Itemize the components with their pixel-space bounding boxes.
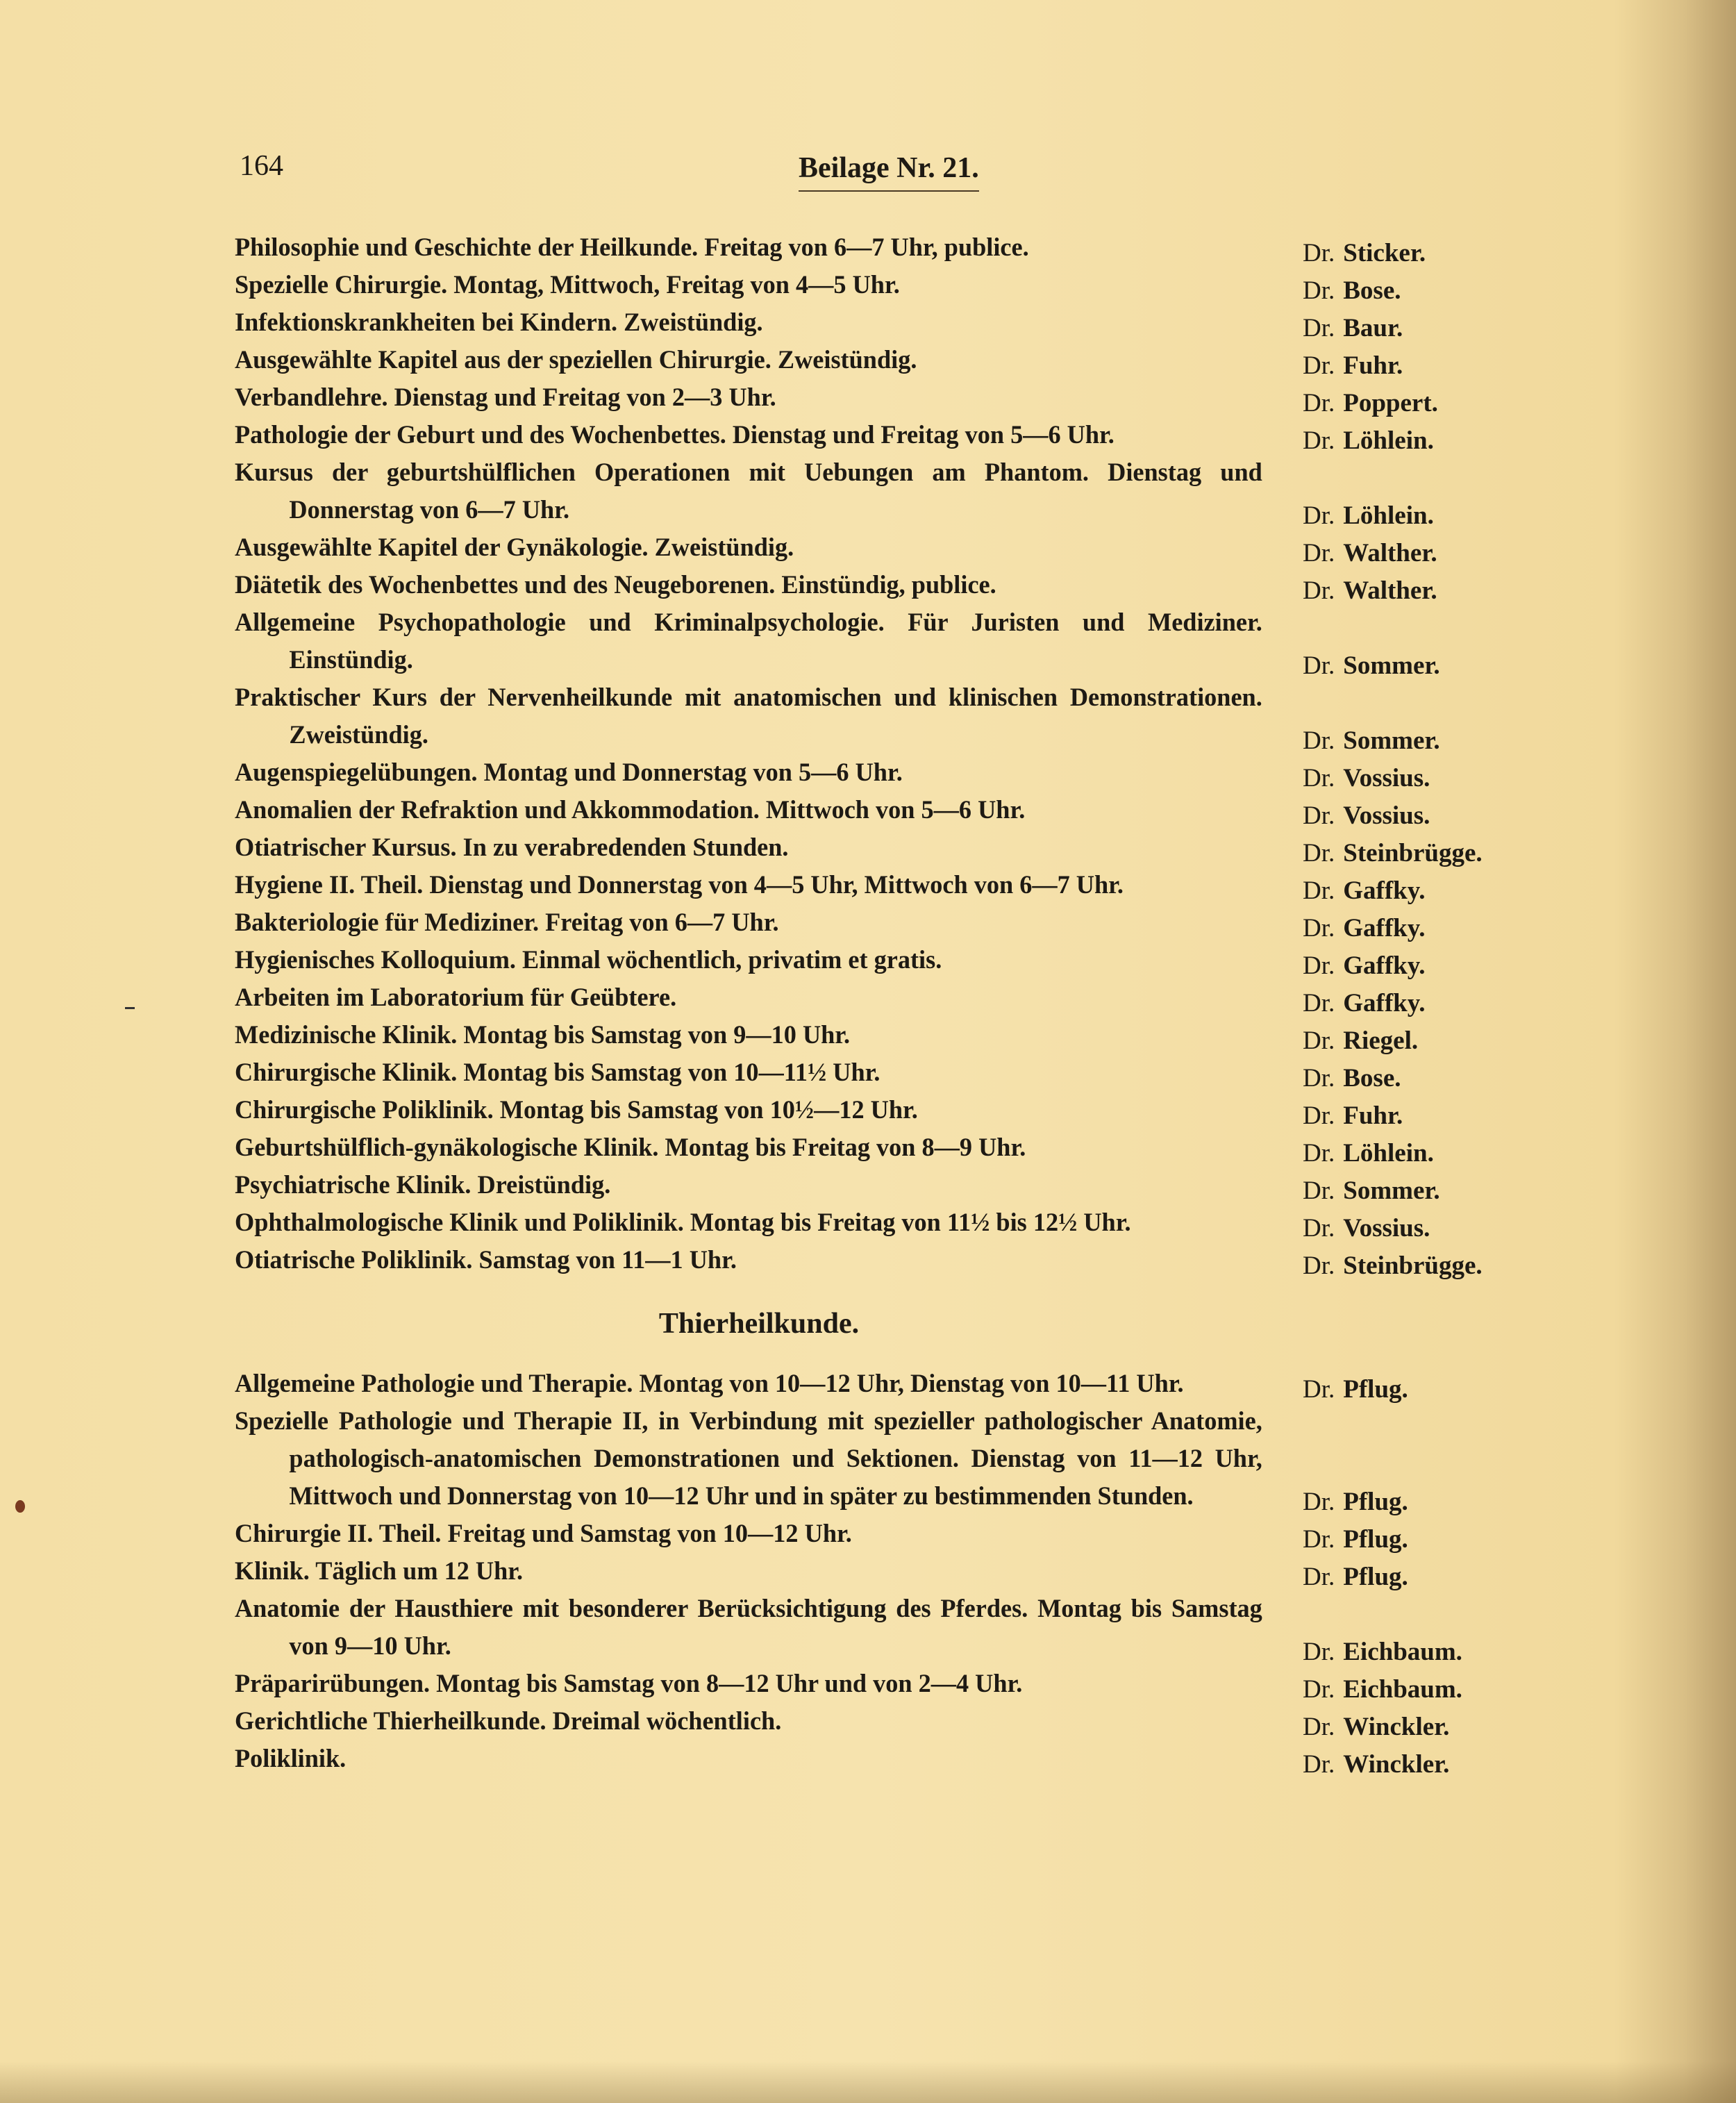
lecture-entry <box>235 979 1554 1017</box>
doctor-title: Dr. <box>1303 1713 1335 1741</box>
lecturer-name <box>1303 722 1440 760</box>
lecture-entry <box>235 1740 1554 1778</box>
lecture-description: Spezielle Pathologie und Therapie II, in Verbindung mit spezieller pathologischer Anatomie, pathologisch-anatomischen Demonstrationen und Sektionen. Dienstag von 11—12 Uhr, Mittwoch und Donnerstag von 10—12 Uhr und in später zu bestimmenden Stunden. <box>235 1407 1262 1511</box>
doctor-surname: Fuhr. <box>1343 351 1403 380</box>
doctor-surname: Pflug. <box>1343 1488 1408 1516</box>
lecture-description: Klinik. Täglich um 12 Uhr. <box>235 1557 524 1586</box>
lecture-description: Otiatrische Poliklinik. Samstag von 11—1 Uhr. <box>235 1246 737 1274</box>
doctor-title: Dr. <box>1303 1214 1335 1242</box>
lecture-description: Ausgewählte Kapitel aus der speziellen Chirurgie. Zweistündig. <box>235 346 917 374</box>
doctor-title: Dr. <box>1303 539 1335 567</box>
doctor-title: Dr. <box>1303 576 1335 605</box>
doctor-title: Dr. <box>1303 1488 1335 1516</box>
lecturer-name <box>1303 535 1437 572</box>
doctor-surname: Steinbrügge. <box>1343 839 1483 867</box>
lecturer-name <box>1303 1172 1440 1210</box>
lecture-description: Medizinische Klinik. Montag bis Samstag von 9—10 Uhr. <box>235 1021 851 1049</box>
doctor-title: Dr. <box>1303 801 1335 830</box>
lecture-description: Hygiene II. Theil. Dienstag und Donnerstag von 4—5 Uhr, Mittwoch von 6—7 Uhr. <box>235 871 1124 899</box>
lecturer-name <box>1303 572 1437 610</box>
lecture-entry <box>235 1553 1554 1590</box>
doctor-surname: Sommer. <box>1343 1177 1440 1205</box>
doctor-title: Dr. <box>1303 1375 1335 1404</box>
doctor-surname: Riegel. <box>1343 1026 1419 1055</box>
lecture-description: Philosophie und Geschichte der Heilkunde. Freitag von 6—7 Uhr, publice. <box>235 233 1029 262</box>
lecture-entry <box>235 1665 1554 1703</box>
lecturer-name <box>1303 272 1401 310</box>
lecturer-name <box>1303 235 1426 272</box>
doctor-title: Dr. <box>1303 276 1335 305</box>
lecture-description: Augenspiegelübungen. Montag und Donnerstag von 5—6 Uhr. <box>235 758 903 787</box>
lecturer-name <box>1303 647 1440 685</box>
paper-stain <box>15 1500 25 1513</box>
doctor-surname: Pflug. <box>1343 1375 1408 1404</box>
doctor-title: Dr. <box>1303 1675 1335 1704</box>
doctor-surname: Pflug. <box>1343 1563 1408 1591</box>
doctor-surname: Poppert. <box>1343 389 1438 417</box>
lecture-entry <box>235 304 1554 342</box>
lecture-entry <box>235 342 1554 379</box>
doctor-surname: Fuhr. <box>1343 1102 1403 1130</box>
doctor-title: Dr. <box>1303 1102 1335 1130</box>
lecture-description: Arbeiten im Laboratorium für Geübtere. <box>235 983 677 1012</box>
lecture-description: Gerichtliche Thierheilkunde. Dreimal wöchentlich. <box>235 1707 782 1736</box>
doctor-surname: Gaffky. <box>1343 989 1426 1017</box>
doctor-surname: Eichbaum. <box>1343 1638 1462 1666</box>
doctor-surname: Eichbaum. <box>1343 1675 1462 1704</box>
doctor-title: Dr. <box>1303 951 1335 980</box>
doctor-title: Dr. <box>1303 1139 1335 1167</box>
doctor-title: Dr. <box>1303 764 1335 792</box>
lecture-entry <box>235 792 1554 829</box>
page-edge-shadow <box>0 2061 1736 2103</box>
lecture-entry <box>235 1365 1554 1403</box>
doctor-title: Dr. <box>1303 351 1335 380</box>
lecturer-name <box>1303 1671 1462 1709</box>
lecture-entry <box>235 604 1554 679</box>
lecturer-name <box>1303 1247 1483 1285</box>
lecture-description: Diätetik des Wochenbettes und des Neugeborenen. Einstündig, publice. <box>235 571 996 599</box>
doctor-title: Dr. <box>1303 876 1335 905</box>
lecture-entry <box>235 454 1554 529</box>
lecture-description: Psychiatrische Klinik. Dreistündig. <box>235 1171 611 1199</box>
doctor-title: Dr. <box>1303 726 1335 755</box>
doctor-title: Dr. <box>1303 1026 1335 1055</box>
doctor-surname: Winckler. <box>1343 1713 1450 1741</box>
doctor-surname: Gaffky. <box>1343 914 1426 942</box>
lecturer-name <box>1303 1097 1403 1135</box>
lecturer-name <box>1303 1558 1408 1596</box>
lecture-description: Präparirübungen. Montag bis Samstag von 8—12 Uhr und von 2—4 Uhr. <box>235 1670 1023 1698</box>
doctor-surname: Gaffky. <box>1343 951 1426 980</box>
lecturer-name <box>1303 1521 1408 1558</box>
doctor-title: Dr. <box>1303 839 1335 867</box>
lecturer-name <box>1303 310 1403 347</box>
lecture-description: Pathologie der Geburt und des Wochenbettes. Dienstag und Freitag von 5—6 Uhr. <box>235 421 1115 449</box>
doctor-title: Dr. <box>1303 1252 1335 1280</box>
doctor-surname: Sommer. <box>1343 726 1440 755</box>
lecture-description: Bakteriologie für Mediziner. Freitag von 6—7 Uhr. <box>235 908 779 937</box>
doctor-surname: Steinbrügge. <box>1343 1252 1483 1280</box>
lecture-entry <box>235 1590 1554 1665</box>
doctor-title: Dr. <box>1303 501 1335 530</box>
doctor-surname: Gaffky. <box>1343 876 1426 905</box>
lecture-description: Verbandlehre. Dienstag und Freitag von 2—3 Uhr. <box>235 383 776 412</box>
lecturer-name <box>1303 797 1430 835</box>
paper-mark <box>125 1007 135 1009</box>
doctor-surname: Löhlein. <box>1343 501 1434 530</box>
lecturer-name <box>1303 947 1425 985</box>
lecturer-name <box>1303 1060 1401 1097</box>
lecture-entry <box>235 1092 1554 1129</box>
doctor-title: Dr. <box>1303 989 1335 1017</box>
lecture-entry <box>235 1017 1554 1054</box>
lecture-description: Hygienisches Kolloquium. Einmal wöchentlich, privatim et gratis. <box>235 946 942 974</box>
doctor-title: Dr. <box>1303 1525 1335 1554</box>
lecture-description: Spezielle Chirurgie. Montag, Mittwoch, Freitag von 4—5 Uhr. <box>235 271 900 299</box>
lecture-entry <box>235 229 1554 267</box>
lecture-entry <box>235 867 1554 904</box>
lecture-description: Allgemeine Psychopathologie und Kriminalpsychologie. Für Juristen und Mediziner. Einstündig. <box>235 608 1262 674</box>
doctor-surname: Bose. <box>1343 276 1401 305</box>
lecture-description: Geburtshülflich-gynäkologische Klinik. Montag bis Freitag von 8—9 Uhr. <box>235 1133 1026 1162</box>
doctor-surname: Pflug. <box>1343 1525 1408 1554</box>
lecture-entry <box>235 1054 1554 1092</box>
doctor-title: Dr. <box>1303 426 1335 455</box>
lecture-entry <box>235 904 1554 942</box>
lecturer-name <box>1303 1210 1430 1247</box>
lecture-description: Kursus der geburtshülflichen Operationen mit Uebungen am Phantom. Dienstag und Donnerstag von 6—7 Uhr. <box>235 458 1262 524</box>
lecture-description: Chirurgie II. Theil. Freitag und Samstag von 10—12 Uhr. <box>235 1520 852 1548</box>
lecturer-name <box>1303 497 1434 535</box>
doctor-surname: Sommer. <box>1343 651 1440 680</box>
lecturer-name <box>1303 1709 1449 1746</box>
lecturer-name <box>1303 1135 1434 1172</box>
lecture-description: Infektionskrankheiten bei Kindern. Zweistündig. <box>235 308 763 337</box>
lecture-description: Chirurgische Klinik. Montag bis Samstag von 10—11½ Uhr. <box>235 1058 880 1087</box>
lecture-entry <box>235 1403 1554 1515</box>
lecturer-name <box>1303 760 1430 797</box>
lecture-entry <box>235 1204 1554 1242</box>
lecture-entry <box>235 679 1554 754</box>
page-number: 164 <box>240 150 283 182</box>
lecturer-name <box>1303 1022 1418 1060</box>
doctor-title: Dr. <box>1303 239 1335 267</box>
lecture-entry <box>235 1515 1554 1553</box>
running-head: Beilage Nr. 21. <box>799 151 979 192</box>
doctor-surname: Winckler. <box>1343 1750 1450 1779</box>
lecture-description: Praktischer Kurs der Nervenheilkunde mit anatomischen und klinischen Demonstrationen. Zweistündig. <box>235 683 1262 749</box>
lecture-entry <box>235 417 1554 454</box>
section-heading: Thierheilkunde. <box>658 1308 860 1340</box>
doctor-title: Dr. <box>1303 1563 1335 1591</box>
doctor-surname: Vossius. <box>1343 764 1430 792</box>
lecture-description: Ausgewählte Kapitel der Gynäkologie. Zweistündig. <box>235 533 794 562</box>
lecturer-name <box>1303 1746 1449 1784</box>
doctor-surname: Sticker. <box>1343 239 1426 267</box>
doctor-title: Dr. <box>1303 1064 1335 1092</box>
lecture-description: Allgemeine Pathologie und Therapie. Montag von 10—12 Uhr, Dienstag von 10—11 Uhr. <box>235 1370 1184 1398</box>
lecture-description: Poliklinik. <box>235 1745 347 1773</box>
doctor-surname: Baur. <box>1343 314 1403 342</box>
lecture-entry <box>235 567 1554 604</box>
doctor-surname: Walther. <box>1343 576 1437 605</box>
lecture-entry <box>235 754 1554 792</box>
lecture-entry <box>235 529 1554 567</box>
doctor-surname: Walther. <box>1343 539 1437 567</box>
lecture-description: Anatomie der Hausthiere mit besonderer Berücksichtigung des Pferdes. Montag bis Samstag von 9—10 Uhr. <box>235 1595 1262 1661</box>
lecture-description: Chirurgische Poliklinik. Montag bis Samstag von 10½—12 Uhr. <box>235 1096 918 1124</box>
doctor-title: Dr. <box>1303 914 1335 942</box>
lecture-description: Anomalien der Refraktion und Akkommodation. Mittwoch von 5—6 Uhr. <box>235 796 1026 824</box>
lecturer-name <box>1303 872 1425 910</box>
lecture-entry <box>235 1129 1554 1167</box>
lecturer-name <box>1303 347 1403 385</box>
doctor-surname: Vossius. <box>1343 1214 1430 1242</box>
lecturer-name <box>1303 385 1438 422</box>
lecture-description: Otiatrischer Kursus. In zu verabredenden Stunden. <box>235 833 789 862</box>
lecturer-name <box>1303 985 1425 1022</box>
doctor-title: Dr. <box>1303 1750 1335 1779</box>
lecturer-name <box>1303 1483 1408 1521</box>
lecture-list <box>235 229 1554 1778</box>
lecturer-name <box>1303 910 1425 947</box>
lecture-entry <box>235 267 1554 304</box>
doctor-surname: Bose. <box>1343 1064 1401 1092</box>
lecture-entry <box>235 829 1554 867</box>
lecturer-name <box>1303 1371 1408 1408</box>
lecturer-name <box>1303 422 1434 460</box>
lecture-entry <box>235 1167 1554 1204</box>
doctor-title: Dr. <box>1303 651 1335 680</box>
lecturer-name <box>1303 1634 1462 1671</box>
doctor-title: Dr. <box>1303 1177 1335 1205</box>
doctor-title: Dr. <box>1303 389 1335 417</box>
doctor-surname: Löhlein. <box>1343 1139 1434 1167</box>
doctor-title: Dr. <box>1303 314 1335 342</box>
doctor-surname: Vossius. <box>1343 801 1430 830</box>
lecturer-name <box>1303 835 1483 872</box>
lecture-entry <box>235 1242 1554 1279</box>
lecture-description: Ophthalmologische Klinik und Poliklinik. Montag bis Freitag von 11½ bis 12½ Uhr. <box>235 1208 1131 1237</box>
doctor-title: Dr. <box>1303 1638 1335 1666</box>
lecture-entry <box>235 942 1554 979</box>
lecture-entry <box>235 379 1554 417</box>
lecture-entry <box>235 1703 1554 1740</box>
doctor-surname: Löhlein. <box>1343 426 1434 455</box>
